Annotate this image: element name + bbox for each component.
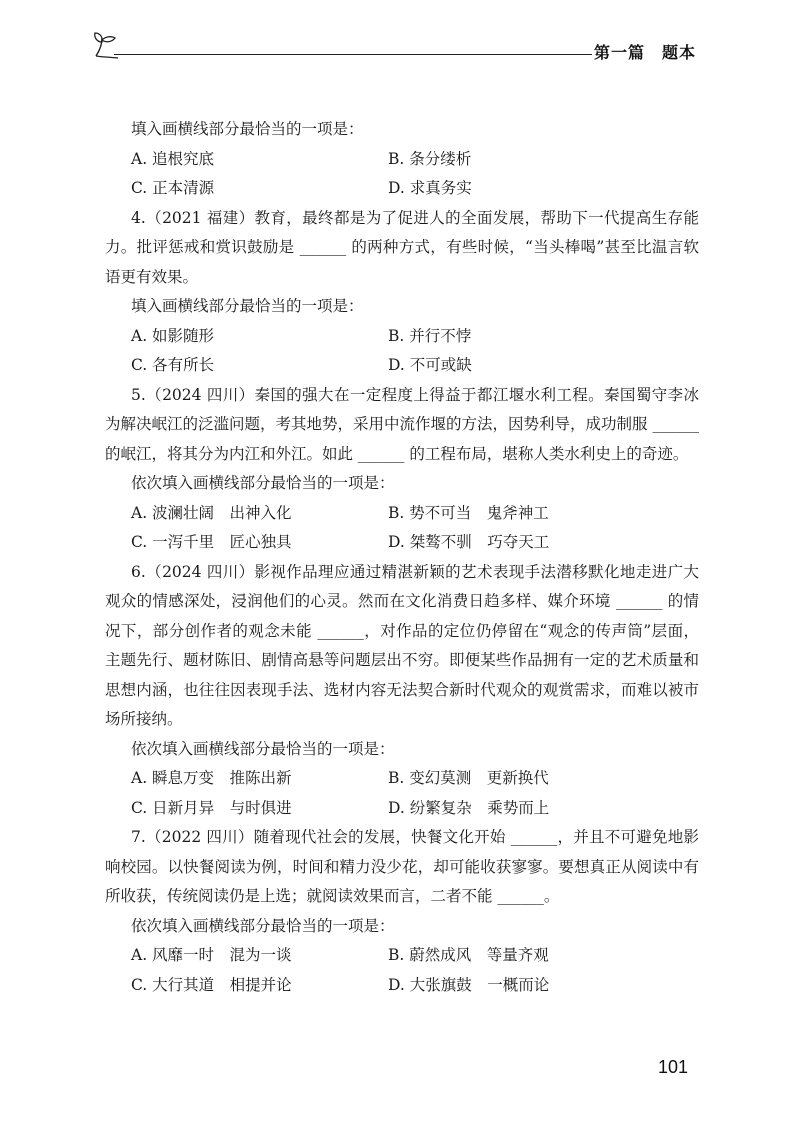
question-stem: 6.（2024 四川）影视作品理应通过精湛新颖的艺术表现手法潜移默化地走进广大观众的情感深处，浸润他们的心灵。然而在文化消费日趋多样、媒介环境 ______ 的情况下，部分创作者的观念未能 ______，对作品的定位仍停留在“观念的传声筒”层面，主题先行、题材陈旧、剧情高悬等问题层出不穷。即便某些作品拥有一定的艺术质量和思想内涵，也往往因表现手法、选材内容无法契合新时代观众的观赏需求，而难以被市场所接纳。 bbox=[105, 562, 699, 728]
question-prompt: 依次填入画横线部分最恰当的一项是： bbox=[131, 916, 395, 935]
question-stem: 5.（2024 四川）秦国的强大在一定程度上得益于都江堰水利工程。秦国蜀守李冰为解决岷江的泛滥问题，考其地势，采用中流作堰的方法，因势利导，成功制服 ______ 的岷江，将其分为内江和外江。如此 ______ 的工程布局，堪称人类水利史上的奇迹。 bbox=[105, 385, 699, 463]
option-b: B. 并行不悖 bbox=[388, 326, 472, 345]
option-b: B. 条分缕析 bbox=[388, 149, 472, 168]
question-5 bbox=[105, 381, 699, 558]
option-a: A. 风靡一时 混为一谈 bbox=[131, 946, 292, 964]
option-d: D. 大张旗鼓 一概而论 bbox=[388, 975, 550, 994]
option-list bbox=[105, 499, 699, 558]
option-list bbox=[105, 322, 699, 381]
question-prompt: 填入画横线部分最恰当的一项是： bbox=[131, 297, 364, 315]
option-list bbox=[105, 764, 699, 823]
header-rule bbox=[114, 54, 592, 55]
question-stem: 4.（2021 福建）教育，最终都是为了促进人的全面发展，帮助下一代提高生存能力。批评惩戒和赏识鼓励是 ______ 的两种方式，有些时候，“当头棒喝”甚至比温言软语更有效果。 bbox=[105, 208, 699, 286]
option-a: A. 瞬息万变 推陈出新 bbox=[131, 769, 292, 787]
question-3-tail bbox=[105, 115, 699, 204]
option-a: A. 波澜壮阔 出神入化 bbox=[131, 503, 292, 522]
option-list bbox=[105, 145, 699, 204]
option-b: B. 势不可当 鬼斧神工 bbox=[388, 503, 549, 522]
page-number: 101 bbox=[657, 1057, 688, 1077]
sprout-leaf-icon bbox=[92, 30, 122, 60]
page-content bbox=[105, 115, 699, 1000]
question-6 bbox=[105, 558, 699, 824]
question-4 bbox=[105, 204, 699, 381]
option-d: D. 不可或缺 bbox=[388, 356, 472, 374]
question-stem: 7.（2022 四川）随着现代社会的发展，快餐文化开始 ______，并且不可避免地影响校园。以快餐阅读为例，时间和精力没少花，却可能收获寥寥。要想真正从阅读中有所收获，传统阅读仍是上选；就阅读效果而言，二者不能 ______。 bbox=[105, 828, 699, 905]
page-header bbox=[92, 26, 696, 66]
option-b: B. 蔚然成风 等量齐观 bbox=[388, 946, 549, 964]
option-c: C. 各有所长 bbox=[131, 356, 215, 374]
question-prompt: 依次填入画横线部分最恰当的一项是： bbox=[131, 474, 395, 492]
option-c: C. 正本清源 bbox=[131, 179, 215, 197]
option-d: D. 纷繁复杂 乘势而上 bbox=[388, 798, 550, 817]
question-prompt: 依次填入画横线部分最恰当的一项是： bbox=[131, 739, 395, 758]
question-prompt: 填入画横线部分最恰当的一项是： bbox=[131, 120, 364, 138]
option-c: C. 日新月异 与时俱进 bbox=[131, 798, 292, 817]
option-d: D. 桀骜不驯 巧夺天工 bbox=[388, 533, 550, 551]
option-a: A. 追根究底 bbox=[131, 149, 215, 168]
option-c: C. 一泻千里 匠心独具 bbox=[131, 533, 292, 551]
option-c: C. 大行其道 相提并论 bbox=[131, 975, 292, 994]
section-title: 第一篇 题本 bbox=[593, 43, 696, 62]
option-d: D. 求真务实 bbox=[388, 179, 472, 197]
question-7 bbox=[105, 823, 699, 1000]
option-a: A. 如影随形 bbox=[131, 326, 215, 345]
option-b: B. 变幻莫测 更新换代 bbox=[388, 769, 549, 787]
option-list bbox=[105, 941, 699, 1000]
